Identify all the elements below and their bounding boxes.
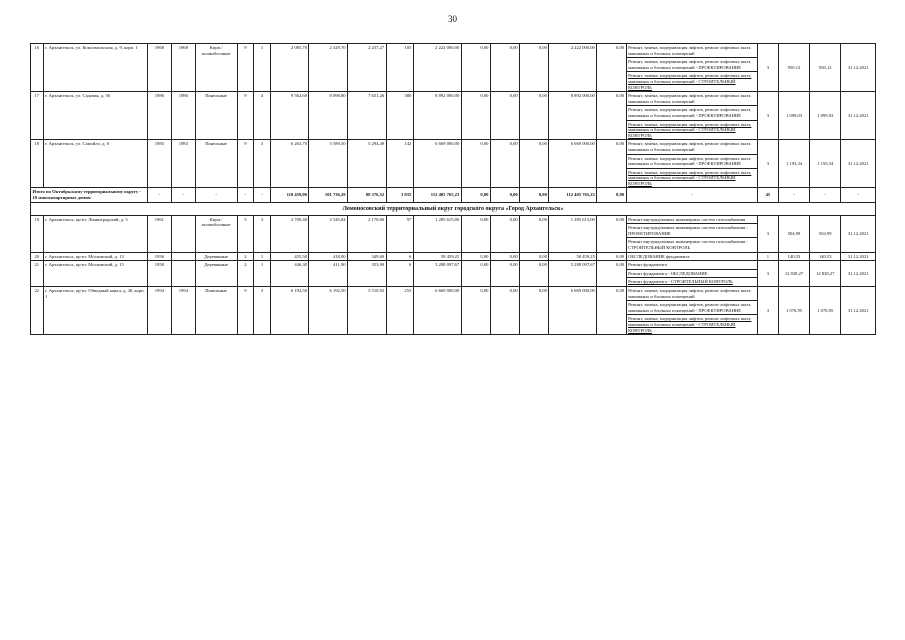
area-living-cell: 2 545,84	[309, 215, 348, 252]
address-cell: г. Архангельск, пр-кт. Обводный канал, д. 40, корп. 1	[43, 287, 147, 335]
total-dash: -	[626, 188, 757, 202]
floors-cell: 9	[237, 287, 254, 335]
work-item: Ремонт фундамента	[627, 261, 757, 270]
total-regional: 0,00	[490, 188, 519, 202]
local-cell: 0,00	[520, 44, 549, 92]
work-item: Ремонт, замена, модернизация лифтов, ремонт лифтовых шахт, машинных и блочных помещений - СТРОИТЕЛЬНЫЙ КОНТРОЛЬ	[628, 73, 752, 90]
address-cell: г. Архангельск, ул. Самойло, д. 6	[43, 140, 147, 188]
year-commissioned-cell: 1994	[171, 287, 195, 335]
residents-cell: 97	[386, 215, 413, 252]
deadline-cell: 31.12.2021	[841, 252, 876, 261]
table-row	[31, 215, 876, 252]
owners-cell: 58 459,25	[549, 252, 597, 261]
address-cell: г. Архангельск, пр-кт. Ленинградский, д. 5	[43, 215, 147, 252]
works-cell	[626, 215, 757, 252]
works-cell	[626, 287, 757, 335]
cost-per-sqm-cell: 12 838,27	[778, 261, 809, 287]
local-cell: 0,00	[520, 287, 549, 335]
regional-cell: 0,00	[490, 252, 519, 261]
total-area-living: 101 736,29	[309, 188, 348, 202]
work-item: Ремонт, замена, модернизация лифтов, ремонт лифтовых шахт, машинных и блочных помещений - ПРОЕКТИРОВАНИЕ	[627, 155, 757, 169]
residents-cell: 6	[386, 252, 413, 261]
floors-cell: 2	[237, 252, 254, 261]
area-total-cell: 446,30	[270, 261, 309, 287]
rows-before-total	[31, 44, 876, 188]
wall-material-cell: Панельные	[195, 92, 237, 140]
floors-cell: 2	[237, 261, 254, 287]
max-cost-per-sqm-cell: 1 076,95	[810, 287, 841, 335]
area-residential-cell: 349,60	[348, 252, 387, 261]
year-commissioned-cell	[171, 215, 195, 252]
fund-cell: 0,00	[461, 261, 490, 287]
year-commissioned-cell: 1968	[171, 44, 195, 92]
entrances-cell: 3	[254, 140, 271, 188]
table-row	[31, 287, 876, 335]
address-cell: г. Архангельск, пр-кт. Московский, д. 15	[43, 261, 147, 287]
regional-cell: 0,00	[490, 287, 519, 335]
regional-cell: 0,00	[490, 261, 519, 287]
entrances-cell: 1	[254, 261, 271, 287]
entrances-cell: 3	[254, 215, 271, 252]
row-number: 21	[31, 261, 44, 287]
entrances-cell: 4	[254, 92, 271, 140]
cost-per-sqm-cell: 1 193,34	[778, 140, 809, 188]
regional-cell: 0,00	[490, 140, 519, 188]
work-count-cell: 3	[758, 44, 779, 92]
area-living-cell: 411,90	[309, 261, 348, 287]
residents-cell: 105	[386, 44, 413, 92]
area-total-cell: 9 562,60	[270, 92, 309, 140]
floors-cell: 9	[237, 140, 254, 188]
work-item: ОБСЛЕДОВАНИЕ фундамента	[628, 253, 690, 259]
residents-cell: 253	[386, 287, 413, 335]
work-item: Ремонт внутридомовых инженерных систем газоснабжения	[627, 216, 757, 225]
deadline-cell: 31.12.2021	[841, 261, 876, 287]
regional-cell: 0,00	[490, 44, 519, 92]
works-cell	[626, 252, 757, 261]
floors-cell: 5	[237, 215, 254, 252]
local-cell: 0,00	[520, 215, 549, 252]
works-cell	[626, 44, 757, 92]
deadline-cell: 31.12.2021	[841, 44, 876, 92]
work-item: Ремонт, замена, модернизация лифтов, ремонт лифтовых шахт, машинных и блочных помещений - ПРОЕКТИРОВАНИЕ	[627, 301, 757, 315]
area-living-cell: 5 589,50	[309, 140, 348, 188]
cost-total-cell: 1 285 615,00	[413, 215, 461, 252]
total-work-count: 45	[758, 188, 779, 202]
fund-cell: 0,00	[461, 140, 490, 188]
area-total-cell: 2 700,40	[270, 215, 309, 252]
total-residents: 3 035	[386, 188, 413, 202]
area-total-cell: 455,50	[270, 252, 309, 261]
area-total-cell: 2 085,70	[270, 44, 309, 92]
table-row	[31, 92, 876, 140]
area-residential-cell: 7 651,26	[348, 92, 387, 140]
local-cell: 0,00	[520, 261, 549, 287]
deadline-cell: 31.12.2021	[841, 140, 876, 188]
area-residential-cell: 353,90	[348, 261, 387, 287]
unit-cost-cell: 0,00	[597, 44, 626, 92]
row-number: 20	[31, 252, 44, 261]
year-built-cell: 1956	[147, 252, 171, 261]
district-header-row	[31, 202, 876, 215]
work-item: Ремонт, замена, модернизация лифтов, ремонт лифтовых шахт, машинных и блочных помещений	[627, 92, 757, 106]
floors-cell: 9	[237, 44, 254, 92]
work-item: Ремонт фундамента - ОБСЛЕДОВАНИЕ	[627, 270, 757, 279]
owners-cell: 2 222 000,00	[549, 44, 597, 92]
work-count-cell: 3	[758, 140, 779, 188]
area-residential-cell: 2 170,60	[348, 215, 387, 252]
cost-per-sqm-cell: 504,99	[778, 215, 809, 252]
total-local: 0,00	[520, 188, 549, 202]
row-number: 17	[31, 92, 44, 140]
wall-material-cell: Деревянные	[195, 261, 237, 287]
regional-cell: 0,00	[490, 215, 519, 252]
work-item: Ремонт внутридомовых инженерных систем газоснабжения - ПРОЕКТИРОВАНИЕ	[627, 224, 757, 238]
owners-cell: 6 669 000,00	[549, 287, 597, 335]
total-section	[31, 188, 876, 215]
fund-cell: 0,00	[461, 92, 490, 140]
floors-cell: 9	[237, 92, 254, 140]
year-built-cell: 1961	[147, 215, 171, 252]
owners-cell: 1 285 615,00	[549, 215, 597, 252]
max-cost-per-sqm-cell: 1 099,03	[810, 92, 841, 140]
year-built-cell: 1983	[147, 140, 171, 188]
work-item: Ремонт, замена, модернизация лифтов, ремонт лифтовых шахт, машинных и блочных помещений	[627, 44, 757, 58]
row-number: 22	[31, 287, 44, 335]
entrances-cell: 1	[254, 44, 271, 92]
cost-per-sqm-cell: 1 099,03	[778, 92, 809, 140]
deadline-cell: 31.12.2021	[841, 215, 876, 252]
residents-cell: 6	[386, 261, 413, 287]
year-built-cell: 1986	[147, 92, 171, 140]
work-count-cell: 3	[758, 92, 779, 140]
year-commissioned-cell: 1983	[171, 140, 195, 188]
regional-cell: 0,00	[490, 92, 519, 140]
works-cell	[626, 92, 757, 140]
address-cell: г. Архангельск, пр-кт. Московский, д. 13	[43, 252, 147, 261]
total-dash: -	[841, 188, 876, 202]
cost-total-cell: 5 288 097,67	[413, 261, 461, 287]
max-cost-per-sqm-cell: 12 838,27	[810, 261, 841, 287]
work-count-cell: 1	[758, 252, 779, 261]
row-number: 18	[31, 140, 44, 188]
table-row	[31, 261, 876, 287]
area-total-cell: 6 263,70	[270, 140, 309, 188]
total-fund: 0,00	[461, 188, 490, 202]
unit-cost-cell: 0,00	[597, 92, 626, 140]
cost-per-sqm-cell: 950,12	[778, 44, 809, 92]
total-dash: -	[810, 188, 841, 202]
year-built-cell: 1958	[147, 261, 171, 287]
cost-total-cell: 6 669 000,00	[413, 140, 461, 188]
total-row	[31, 188, 876, 202]
deadline-cell: 31.12.2021	[841, 287, 876, 335]
year-built-cell: 1994	[147, 287, 171, 335]
fund-cell: 0,00	[461, 252, 490, 261]
work-item: Ремонт, замена, модернизация лифтов, ремонт лифтовых шахт, машинных и блочных помещений - ПРОЕКТИРОВАНИЕ	[627, 106, 757, 120]
work-count-cell: 3	[758, 261, 779, 287]
total-dash: -	[778, 188, 809, 202]
unit-cost-cell: 0,00	[597, 215, 626, 252]
residents-cell: 142	[386, 140, 413, 188]
area-residential-cell: 5 294,49	[348, 140, 387, 188]
rows-after-district	[31, 215, 876, 335]
cost-total-cell: 6 669 000,00	[413, 287, 461, 335]
area-total-cell: 6 192,50	[270, 287, 309, 335]
residents-cell: 380	[386, 92, 413, 140]
area-residential-cell: 5 510,92	[348, 287, 387, 335]
deadline-cell: 31.12.2021	[841, 92, 876, 140]
wall-material-cell: Панельные	[195, 140, 237, 188]
local-cell: 0,00	[520, 92, 549, 140]
area-living-cell: 418,00	[309, 252, 348, 261]
work-item: Ремонт, замена, модернизация лифтов, ремонт лифтовых шахт, машинных и блочных помещений	[627, 287, 757, 301]
total-label: Итого по Октябрьскому территориальному округу - 18 многоквартирных домов:	[31, 188, 148, 202]
total-area-total: 110 459,00	[270, 188, 309, 202]
year-commissioned-cell	[171, 252, 195, 261]
wall-material-cell: Кирп./ шлакоблочные	[195, 44, 237, 92]
local-cell: 0,00	[520, 140, 549, 188]
total-unit-cost: 0,00	[597, 188, 626, 202]
owners-cell: 6 669 000,00	[549, 140, 597, 188]
total-dash: -	[237, 188, 254, 202]
unit-cost-cell: 0,00	[597, 252, 626, 261]
address-cell: г. Архангельск, ул. Комсомольская, д. 9, корп. 1	[43, 44, 147, 92]
total-dash: -	[171, 188, 195, 202]
area-living-cell: 8 098,80	[309, 92, 348, 140]
entrances-cell: 1	[254, 252, 271, 261]
owners-cell: 5 288 097,67	[549, 261, 597, 287]
unit-cost-cell: 0,00	[597, 261, 626, 287]
fund-cell: 0,00	[461, 215, 490, 252]
work-count-cell: 3	[758, 287, 779, 335]
max-cost-per-sqm-cell: 504,99	[810, 215, 841, 252]
wall-material-cell: Панельные	[195, 287, 237, 335]
works-cell	[626, 140, 757, 188]
table-row	[31, 140, 876, 188]
works-cell	[626, 261, 757, 287]
owners-cell: 8 892 000,00	[549, 92, 597, 140]
work-item: Ремонт фундамента - СТРОИТЕЛЬНЫЙ КОНТРОЛЬ	[628, 279, 733, 285]
unit-cost-cell: 0,00	[597, 140, 626, 188]
table-row	[31, 252, 876, 261]
area-residential-cell: 2 257,27	[348, 44, 387, 92]
max-cost-per-sqm-cell: 950,12	[810, 44, 841, 92]
row-number: 16	[31, 44, 44, 92]
cost-total-cell: 58 459,25	[413, 252, 461, 261]
unit-cost-cell: 0,00	[597, 287, 626, 335]
year-commissioned-cell	[171, 261, 195, 287]
total-cost: 112 405 765,23	[413, 188, 461, 202]
work-item: Ремонт, замена, модернизация лифтов, ремонт лифтовых шахт, машинных и блочных помещений - СТРОИТЕЛЬНЫЙ КОНТРОЛЬ	[628, 316, 752, 333]
work-item: Ремонт, замена, модернизация лифтов, ремонт лифтовых шахт, машинных и блочных помещений - СТРОИТЕЛЬНЫЙ КОНТРОЛЬ	[628, 121, 752, 138]
table-row	[31, 44, 876, 92]
area-living-cell: 6 192,50	[309, 287, 348, 335]
entrances-cell: 3	[254, 287, 271, 335]
year-commissioned-cell: 1986	[171, 92, 195, 140]
total-dash: -	[254, 188, 271, 202]
total-owners: 112 405 765,23	[549, 188, 597, 202]
work-item: Ремонт внутридомовых инженерных систем газоснабжения - СТРОИТЕЛЬНЫЙ КОНТРОЛЬ	[628, 239, 748, 251]
wall-material-cell: Деревянные	[195, 252, 237, 261]
year-built-cell: 1968	[147, 44, 171, 92]
total-area-residential: 88 376,52	[348, 188, 387, 202]
row-number: 19	[31, 215, 44, 252]
fund-cell: 0,00	[461, 287, 490, 335]
fund-cell: 0,00	[461, 44, 490, 92]
work-item: Ремонт, замена, модернизация лифтов, ремонт лифтовых шахт, машинных и блочных помещений	[627, 140, 757, 154]
address-cell: г. Архангельск, ул. Садовая, д. 56	[43, 92, 147, 140]
area-living-cell: 2 329,70	[309, 44, 348, 92]
total-dash: -	[147, 188, 171, 202]
cost-per-sqm-cell: 140,53	[778, 252, 809, 261]
cost-per-sqm-cell: 1 076,95	[778, 287, 809, 335]
work-item: Ремонт, замена, модернизация лифтов, ремонт лифтовых шахт, машинных и блочных помещений - СТРОИТЕЛЬНЫЙ КОНТРОЛЬ	[628, 169, 752, 186]
wall-material-cell: Кирп./ шлакоблочные	[195, 215, 237, 252]
max-cost-per-sqm-cell: 1 193,34	[810, 140, 841, 188]
local-cell: 0,00	[520, 252, 549, 261]
work-count-cell: 3	[758, 215, 779, 252]
cost-total-cell: 2 222 000,00	[413, 44, 461, 92]
repair-program-table	[30, 43, 876, 335]
cost-total-cell: 8 892 000,00	[413, 92, 461, 140]
max-cost-per-sqm-cell: 140,53	[810, 252, 841, 261]
work-item: Ремонт, замена, модернизация лифтов, ремонт лифтовых шахт, машинных и блочных помещений - ПРОЕКТИРОВАНИЕ	[627, 58, 757, 72]
district-header: Ломоносовский территориальный округ городского округа «Город Архангельск»	[31, 202, 876, 215]
page-number: 30	[448, 14, 457, 24]
total-dash: -	[195, 188, 237, 202]
